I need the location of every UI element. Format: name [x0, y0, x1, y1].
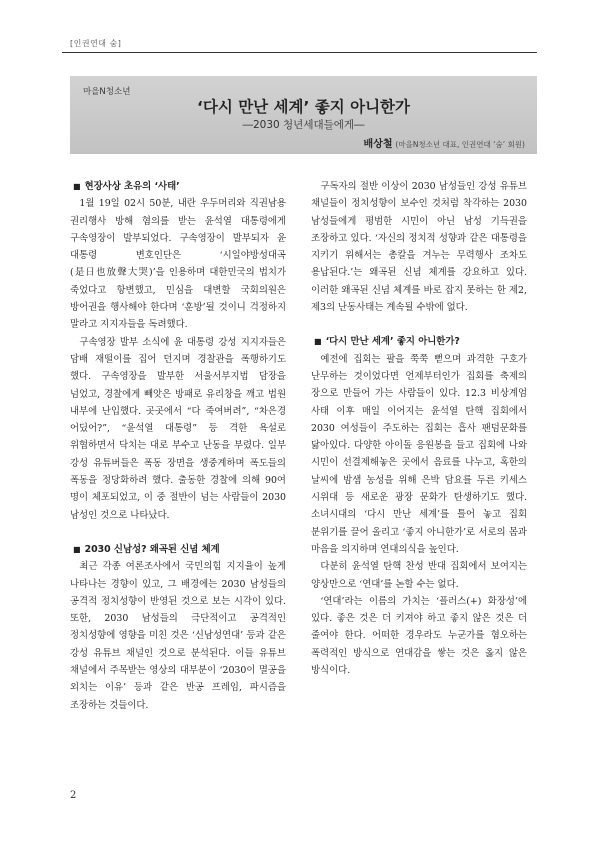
article-title: ‘다시 만난 세계’ 좋지 아니한가	[196, 98, 411, 116]
left-column	[70, 178, 286, 714]
section-heading: ■ 현장사상 초유의 ‘사태’	[73, 181, 180, 192]
running-head: [인권연대 숨]	[70, 39, 122, 48]
paragraph: 최근 각종 여론조사에서 국민의힘 지지율이 높게 나타나는 경향이 있고, 그 배경에는 2030 남성들의 공격적 정치성향이 반영된 것으로 보는 시각이 있다. 또한, 2030 남성들의 극단적이고 공격적인 정치성향에 영향을 미친 것은 ‘신남성연대’ 등과 같은 강성 유튜브 채널인 것으로 분석된다. 이들 유튜브 채널에서 주목받는 영상의 대부분이 ‘2030이 멸공을 외치는 이유’ 등과 같은 반공 프레임, 파시즘을 조장하는 것들이다.	[70, 561, 286, 711]
paragraph: 다분히 윤석열 탄핵 찬성 반대 집회에서 보여지는 양상만으로 ‘연대’를 논할 수는 없다.	[311, 561, 527, 590]
paragraph: ‘연대’라는 이름의 가치는 ‘플러스(+) 화장성’에 있다. 좋은 것은 더 키져야 하고 좋지 않은 것은 더 줄여야 한다. 어떠한 경우라도 누군가를 혐오하는 폭력적인 방식으로 연대감을 쌓는 것은 옳지 않은 방식이다.	[311, 595, 527, 677]
author-affiliation: (마을N청소년 대표, 인권연대 ‘숨’ 회원)	[395, 140, 525, 149]
header-rule	[62, 52, 537, 53]
paragraph: 1월 19일 02시 50분, 내란 우두머리와 직권남용 권리행사 방해 혐의를 받는 윤석열 대통령에게 구속영장이 발부되었다. 구속영장이 발부되자 윤 대통령 변호인단은 ‘시일야방성대곡(是日也放聲大哭)’을 인용하며 대한민국의 법치가 죽었다고 항변했고, 민심을 대변할 국회의원은 방어권을 행사해야 한다며 ‘훈방’될 것이니 걱정하지 말라고 지지자들을 독려했다.	[70, 198, 286, 331]
square-bullet-icon: ■	[314, 337, 322, 347]
square-bullet-icon: ■	[73, 544, 81, 554]
paragraph: 예전에 집회는 팔을 쭉쭉 뻗으며 과격한 구호가 난무하는 것이었다면 언제부터인가 집회를 축제의 장으로 만들어 가는 사람들이 있다. 12.3 비상계엄 사태 이후 매일 이어지는 윤석열 탄핵 집회에서 2030 여성들이 주도하는 집회는 흡사 팬덤문화를 닮아있다. 다양한 아이돌 응원봉을 들고 집회에 나와 시민이 선결제해놓은 곳에서 음료를 나누고, 혹한의 날씨에 밤샘 농성을 위해 은박 담요를 두른 키세스 시위대 등 새로운 광장 문화가 탄생하기도 했다. 소녀시대의 ‘다시 만난 세계’를 틀어 놓고 집회 분위기를 끌어 올리고 ‘좋지 아니한가’로 서로의 몸과 마음을 의지하며 연대의식을 높인다.	[311, 353, 527, 555]
article-subtitle: ―2030 청년세대들에게―	[242, 119, 365, 131]
paragraph: 구독자의 절반 이상이 2030 남성들인 강성 유튜브 채널들이 정치성향이 보수인 것처럼 착각하는 2030 남성들에게 평범한 시민이 아닌 남성 기득권을 조장하고 있다. ‘자신의 정치적 성향과 같은 대통령을 지키기 위해서는 총칼을 겨누는 무력행사 조차도 용납된다.’는 왜곡된 신념 체계를 강요하고 있다. 이러한 왜곡된 신념 체계를 바로 잡지 못하는 한 제2, 제3의 난동사태는 계속될 수밖에 없다.	[311, 181, 527, 314]
section-heading: ■ ‘다시 만난 세계’ 좋지 아니한가?	[314, 336, 460, 348]
section-heading: ■ 2030 신남성? 왜곡된 신념 체계	[73, 543, 220, 555]
paragraph: 구속영장 발부 소식에 윤 대통령 강성 지지자들은 담배 재떨이를 집어 던지며 경찰관을 폭행하기도 했다. 구속영장을 발부한 서울서부지법 담장을 넘었고, 경찰에게 빼앗은 방패로 유리창을 깨고 법원 내부에 난입했다. 곳곳에서 “다 죽여버려”, “차은경 어딨어?”, “윤석열 대통령” 등 격한 욕설로 위협하면서 닥치는 대로 부수고 난동을 부렸다. 일부 강성 유튜버들은 폭동 장면을 생중계하며 폭도들의 폭동을 정당화하려 했다. 출동한 경찰에 의해 90여 명이 체포되었고, 이 중 절반이 넘는 사람들이 2030 남성인 것으로 나타났다.	[70, 336, 286, 521]
square-bullet-icon: ■	[73, 182, 81, 191]
right-column	[311, 178, 527, 679]
column-tag: 마을N청소년	[83, 87, 131, 97]
author-name: 배상철	[363, 139, 393, 150]
author-line	[364, 135, 525, 150]
page-number: 2	[70, 790, 77, 801]
article-banner	[70, 76, 537, 154]
